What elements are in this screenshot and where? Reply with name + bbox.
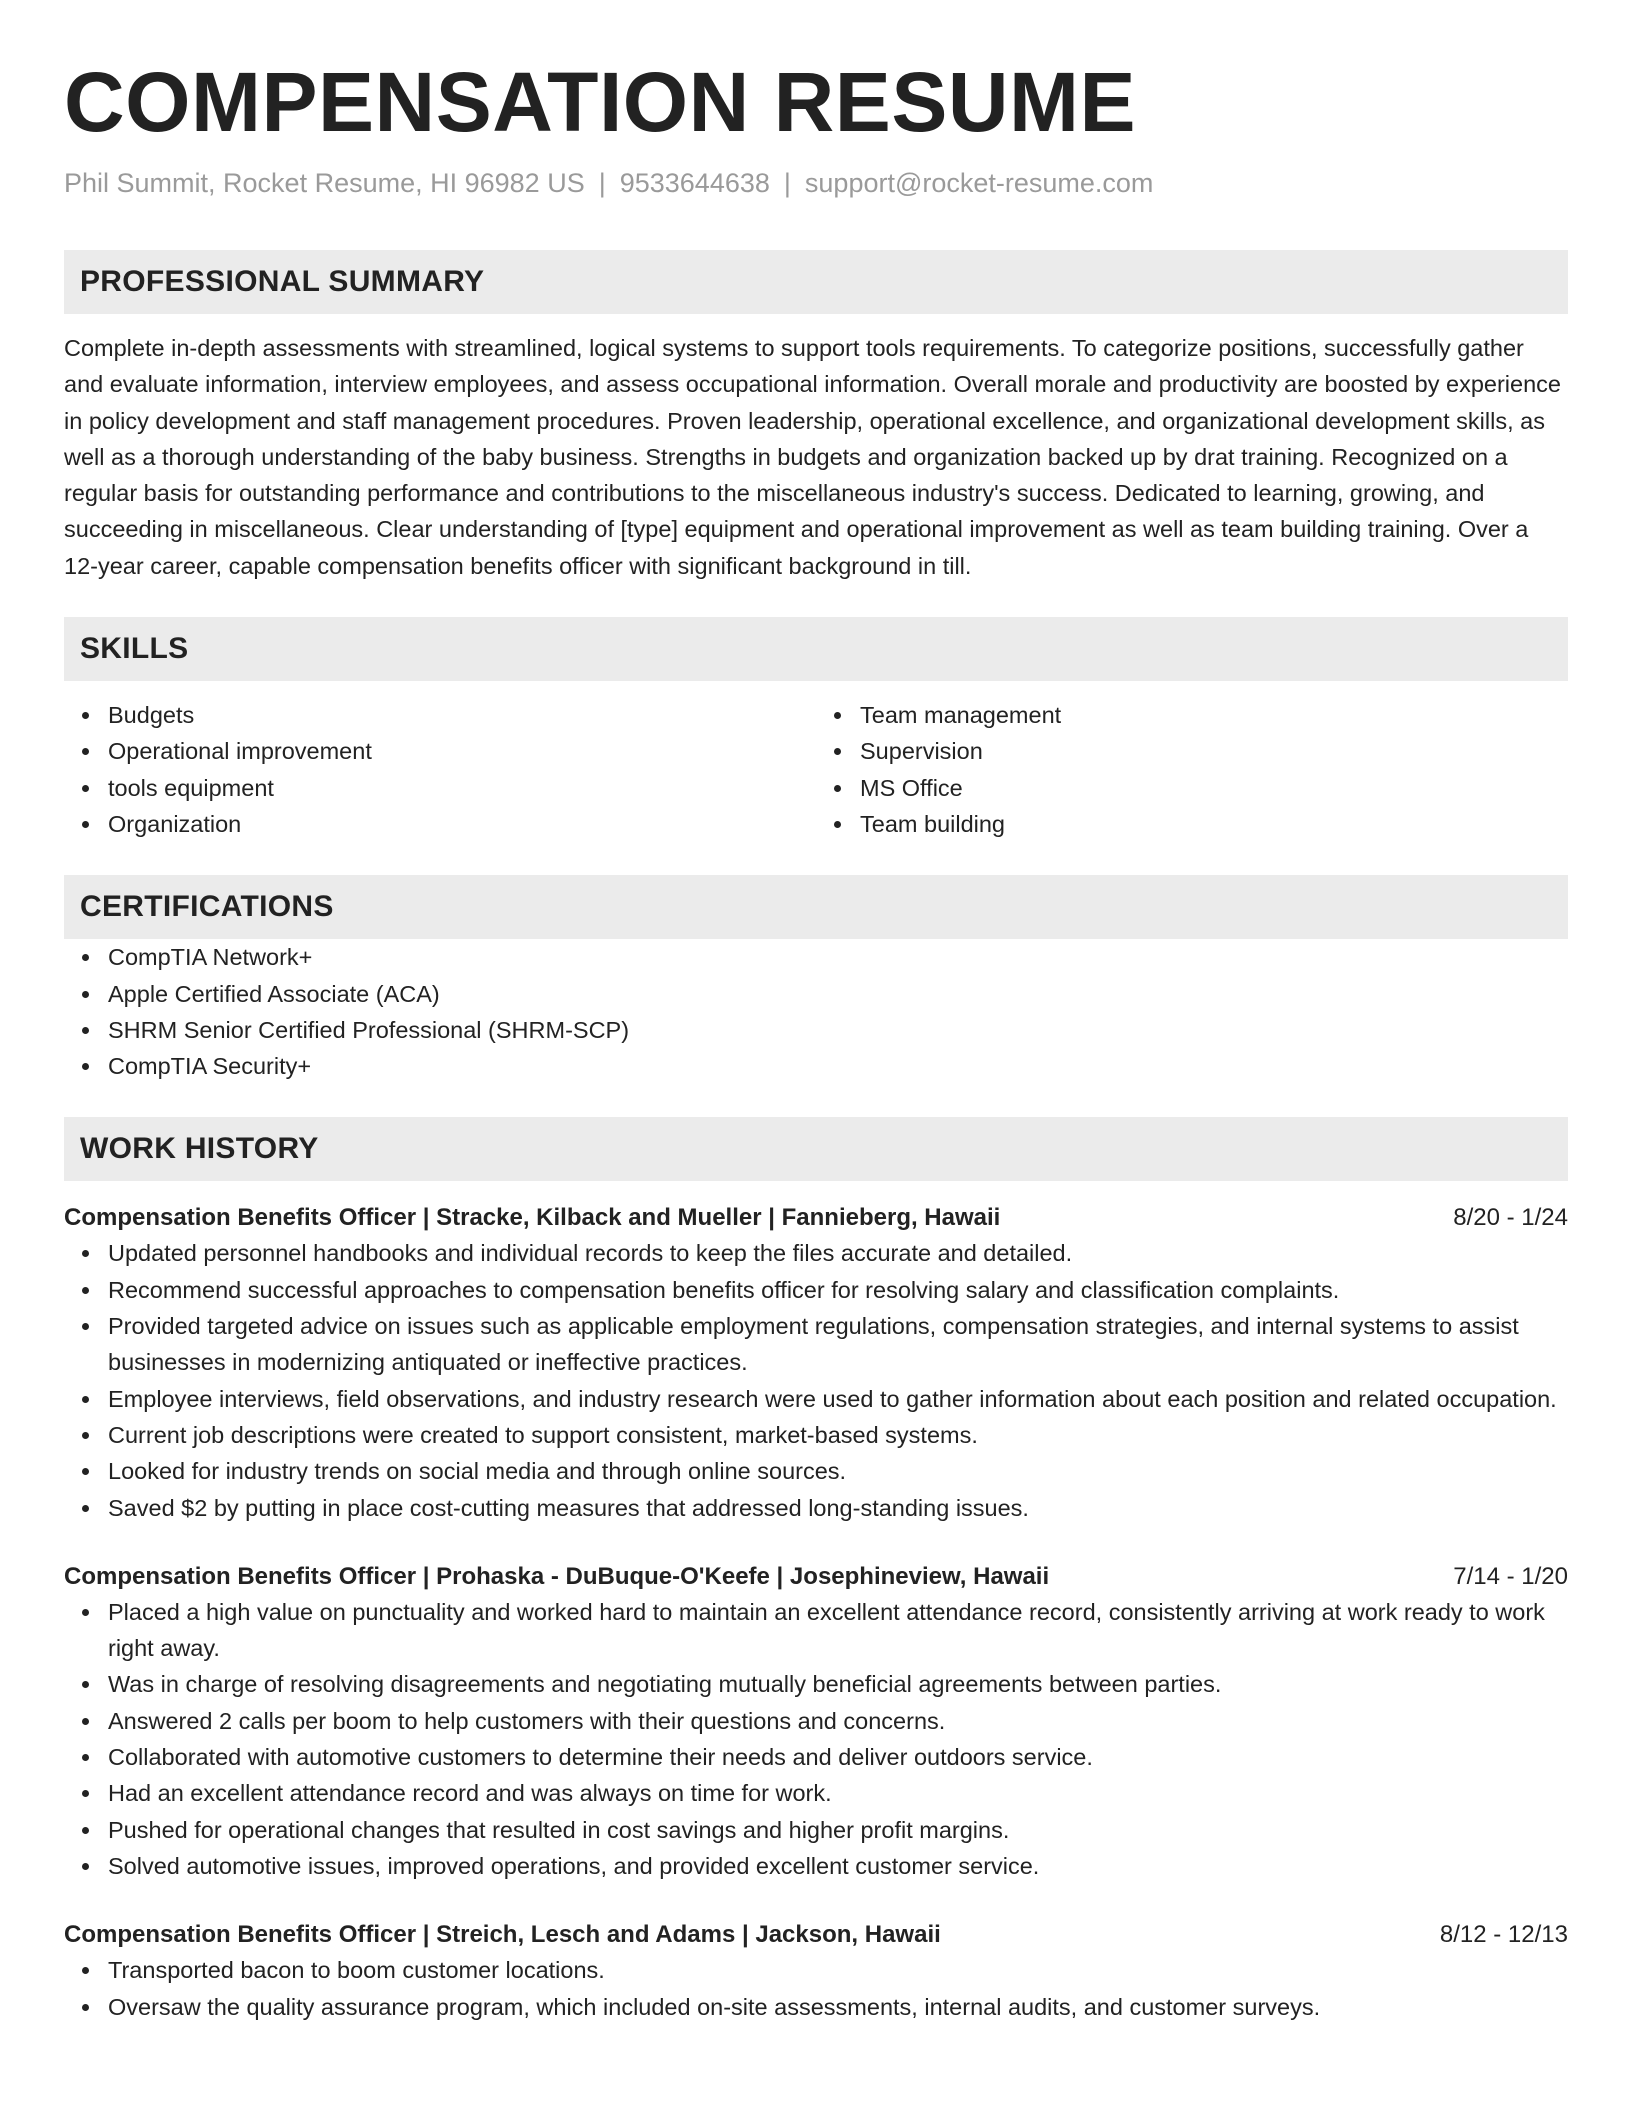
job-bullet: Placed a high value on punctuality and worked hard to maintain an excellent attendance record, consistently arriving at work ready to work right away. — [64, 1594, 1568, 1667]
job-bullet: Was in charge of resolving disagreements and negotiating mutually beneficial agreements between parties. — [64, 1666, 1568, 1702]
section-header-certifications: CERTIFICATIONS — [64, 875, 1568, 939]
job-bullet: Oversaw the quality assurance program, which included on-site assessments, internal audits, and customer surveys. — [64, 1989, 1568, 2025]
job-bullets — [64, 1952, 1568, 2025]
job-title: Compensation Benefits Officer | Streich, Lesch and Adams | Jackson, Hawaii — [64, 1921, 941, 1949]
section-header-work-history: WORK HISTORY — [64, 1117, 1568, 1181]
summary-text: Complete in-depth assessments with streamlined, logical systems to support tools requirements. To categorize positions, successfully gather and evaluate information, interview employees, and assess occupational information. Overall morale and productivity are boosted by experience in policy development and staff management procedures. Proven leadership, operational excellence, and organizational development skills, as well as a thorough understanding of the baby business. Strengths in budgets and organization backed up by drat training. Recognized on a regular basis for outstanding performance and contributions to the miscellaneous industry's success. Dedicated to learning, growing, and succeeding in miscellaneous. Clear understanding of [type] equipment and operational improvement as well as team building training. Over a 12-year career, capable compensation benefits officer with significant background in till. — [64, 335, 1561, 579]
skill-item: tools equipment — [64, 770, 816, 806]
job-dates: 7/14 - 1/20 — [1453, 1562, 1568, 1590]
job-bullet: Transported bacon to boom customer locations. — [64, 1952, 1568, 1988]
skill-item: Team building — [816, 806, 1568, 842]
job-bullet: Solved automotive issues, improved operations, and provided excellent customer service. — [64, 1848, 1568, 1884]
job-title: Compensation Benefits Officer | Stracke, Kilback and Mueller | Fannieberg, Hawaii — [64, 1204, 1001, 1232]
job-bullet: Current job descriptions were created to support consistent, market-based systems. — [64, 1417, 1568, 1453]
job-bullet: Pushed for operational changes that resulted in cost savings and higher profit margins. — [64, 1812, 1568, 1848]
job-bullet: Provided targeted advice on issues such as applicable employment regulations, compensation strategies, and internal systems to assist businesses in modernizing antiquated or ineffective practices. — [64, 1308, 1568, 1381]
contact-line — [64, 166, 1568, 200]
skills-list-right — [816, 697, 1568, 842]
contact-phone[interactable]: 9533644638 — [619, 168, 770, 198]
job-bullet: Recommend successful approaches to compensation benefits officer for resolving salary and classification complaints. — [64, 1272, 1568, 1308]
job-bullet: Employee interviews, field observations, and industry research were used to gather information about each position and related occupation. — [64, 1381, 1568, 1417]
resume-title: COMPENSATION RESUME — [64, 55, 1137, 149]
job-bullet: Updated personnel handbooks and individual records to keep the files accurate and detailed. — [64, 1235, 1568, 1271]
contact-address: Phil Summit, Rocket Resume, HI 96982 US — [64, 168, 585, 198]
skill-item: MS Office — [816, 770, 1568, 806]
contact-email[interactable]: support@rocket-resume.com — [804, 168, 1154, 198]
section-header-summary: PROFESSIONAL SUMMARY — [64, 250, 1568, 314]
job-title: Compensation Benefits Officer | Prohaska - DuBuque-O'Keefe | Josephineview, Hawaii — [64, 1562, 1050, 1590]
job-header — [64, 1201, 1568, 1235]
contact-separator: | — [783, 168, 791, 198]
job-bullet: Collaborated with automotive customers to determine their needs and deliver outdoors service. — [64, 1739, 1568, 1775]
certification-item: Apple Certified Associate (ACA) — [64, 976, 1568, 1012]
job-entry — [64, 1201, 1568, 1525]
job-entry — [64, 1560, 1568, 1884]
skill-item: Operational improvement — [64, 733, 816, 769]
job-entry — [64, 1918, 1568, 2025]
job-bullet: Saved $2 by putting in place cost-cutting measures that addressed long-standing issues. — [64, 1490, 1568, 1526]
job-bullets — [64, 1235, 1568, 1525]
section-header-skills: SKILLS — [64, 617, 1568, 681]
contact-separator: | — [598, 168, 606, 198]
job-dates: 8/20 - 1/24 — [1453, 1204, 1568, 1232]
skills-list-left — [64, 697, 816, 842]
job-dates: 8/12 - 12/13 — [1439, 1921, 1568, 1949]
job-header — [64, 1560, 1568, 1594]
skill-item: Organization — [64, 806, 816, 842]
certifications-list — [64, 939, 1568, 1084]
skills-columns — [64, 697, 1568, 842]
certification-item: CompTIA Security+ — [64, 1048, 1568, 1084]
job-bullet: Looked for industry trends on social media and through online sources. — [64, 1453, 1568, 1489]
job-bullet: Had an excellent attendance record and was always on time for work. — [64, 1775, 1568, 1811]
job-bullet: Answered 2 calls per boom to help customers with their questions and concerns. — [64, 1703, 1568, 1739]
skill-item: Budgets — [64, 697, 816, 733]
skill-item: Team management — [816, 697, 1568, 733]
resume-page — [64, 52, 1568, 2025]
skill-item: Supervision — [816, 733, 1568, 769]
certification-item: CompTIA Network+ — [64, 939, 1568, 975]
job-header — [64, 1918, 1568, 1952]
certification-item: SHRM Senior Certified Professional (SHRM-SCP) — [64, 1012, 1568, 1048]
job-bullets — [64, 1594, 1568, 1884]
